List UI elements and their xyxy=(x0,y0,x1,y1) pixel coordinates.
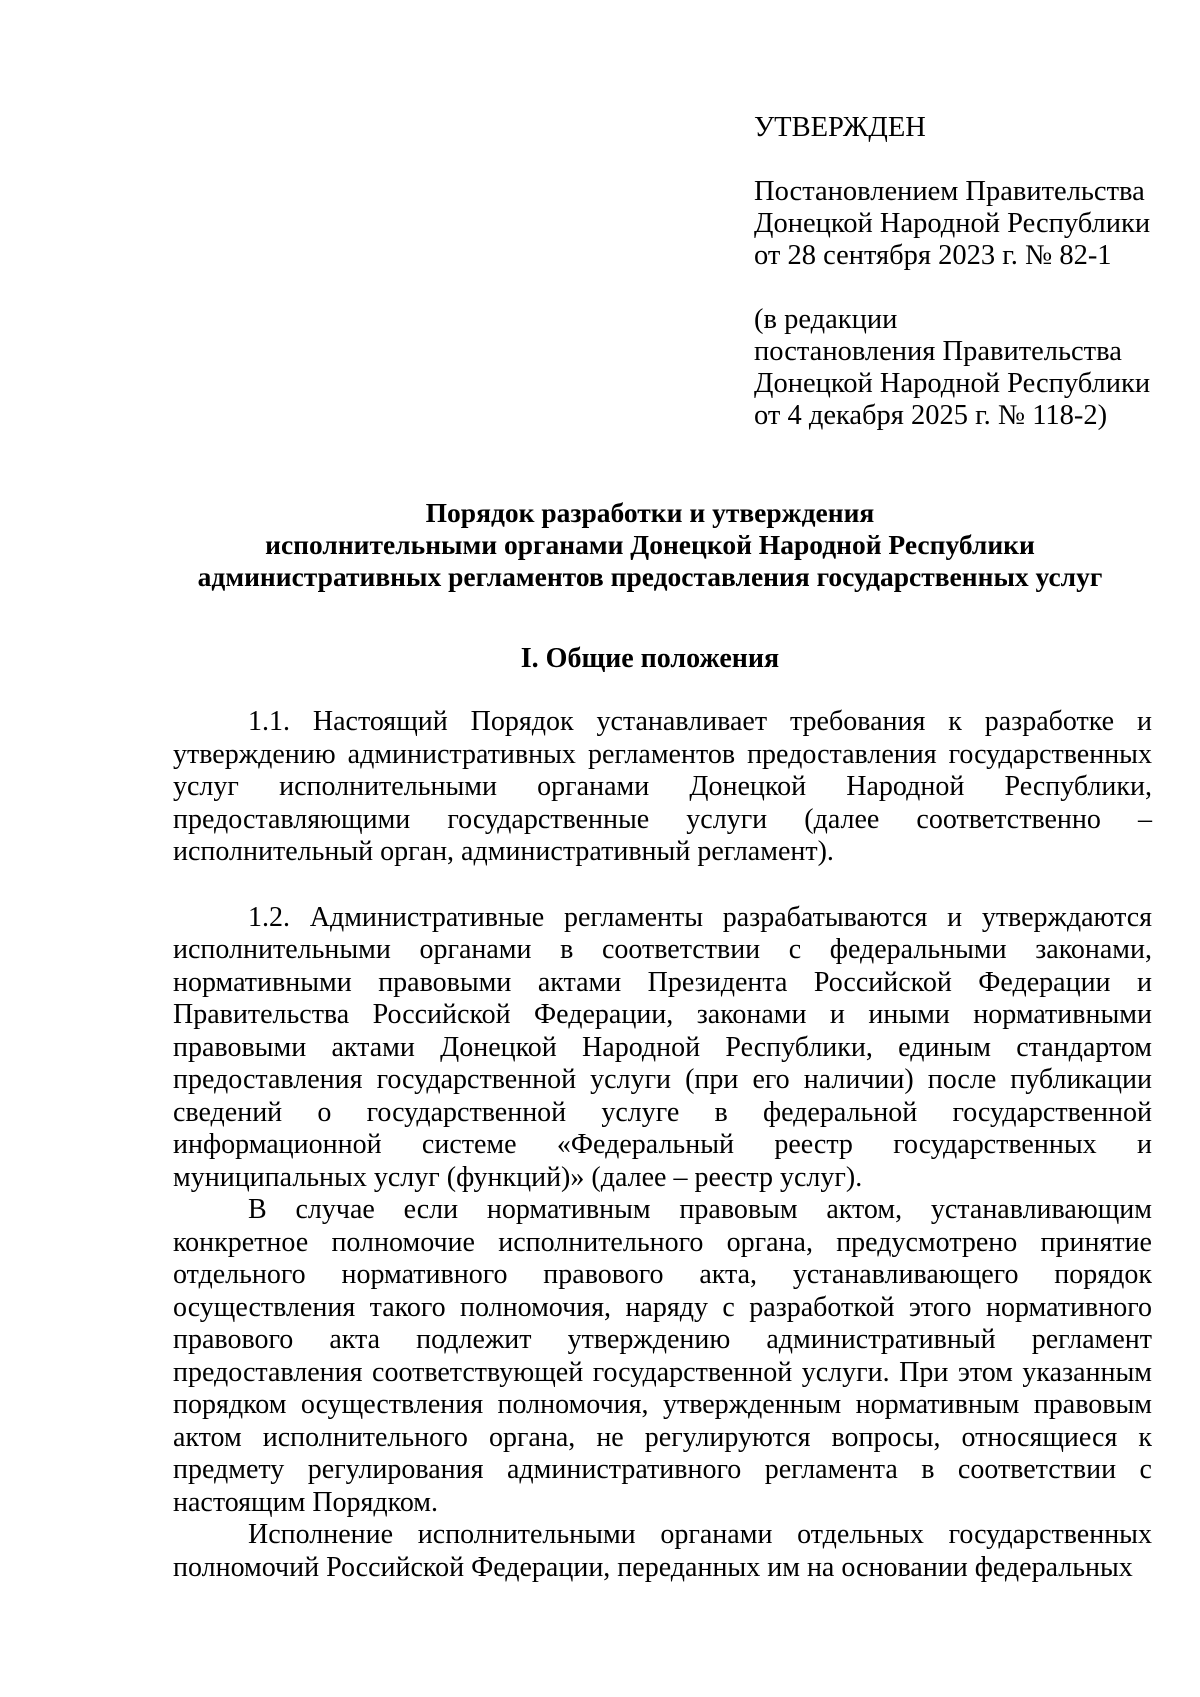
paragraph-1-1: 1.1. Настоящий Порядок устанавливает требования к разработке и утверждению административных регламентов предоставления государственных услуг исполнительными органами Донецкой Народной Республики, предоставляющими государственные услуги (далее соответственно – исполнительный орган, административный регламент). xyxy=(173,706,1152,867)
paragraph: В случае если нормативным правовым актом, устанавливающим конкретное полномочие исполнительного органа, предусмотрено принятие отдельного нормативного правового акта, устанавливающего порядок осуществления такого полномочия, наряду с разработкой этого нормативного правового акта подлежит утверждению административный регламент предоставления соответствующей государственной услуги. При этом указанным порядком осуществления полномочия, утвержденным нормативным правовым актом исполнительного органа, не регулируются вопросы, относящиеся к предмету регулирования административного регламента в соответствии с настоящим Порядком. xyxy=(173,1194,1152,1518)
revision-line: постановления Правительства xyxy=(754,336,1122,367)
revision-line: Донецкой Народной Республики xyxy=(754,368,1151,399)
decree-line: Постановлением Правительства xyxy=(754,176,1145,207)
decree-line: от 28 сентября 2023 г. № 82-1 xyxy=(754,240,1112,271)
revision-line: (в редакции xyxy=(754,304,898,335)
section-heading: I. Общие положения xyxy=(520,643,780,674)
title-line: административных регламентов предоставления государственных услуг xyxy=(197,561,1103,592)
decree-line: Донецкой Народной Республики xyxy=(754,208,1151,239)
title-line: Порядок разработки и утверждения xyxy=(425,497,875,528)
paragraph-1-2: 1.2. Административные регламенты разрабатываются и утверждаются исполнительными органами в соответствии с федеральными законами, нормативными правовыми актами Президента Российской Федерации и Правительства Российской Федерации, законами и иными нормативными правовыми актами Донецкой Народной Республики, единым стандартом предоставления государственной услуги (при его наличии) после публикации сведений о государственной услуге в федеральной государственной информационной системе «Федеральный реестр государственных и муниципальных услуг (функций)» (далее – реестр услуг). xyxy=(173,901,1152,1193)
approval-spacer xyxy=(754,272,1174,304)
approval-block xyxy=(754,112,1174,432)
document-title xyxy=(150,497,1150,593)
paragraph: Исполнение исполнительными органами отдельных государственных полномочий Российской Федерации, переданных им на основании федеральных xyxy=(173,1519,1152,1583)
title-line: исполнительными органами Донецкой Народной Республики xyxy=(265,529,1035,560)
document-body xyxy=(173,706,1152,1584)
revision-line: от 4 декабря 2025 г. № 118-2) xyxy=(754,400,1108,431)
approval-stamp: УТВЕРЖДЕН xyxy=(754,112,926,143)
